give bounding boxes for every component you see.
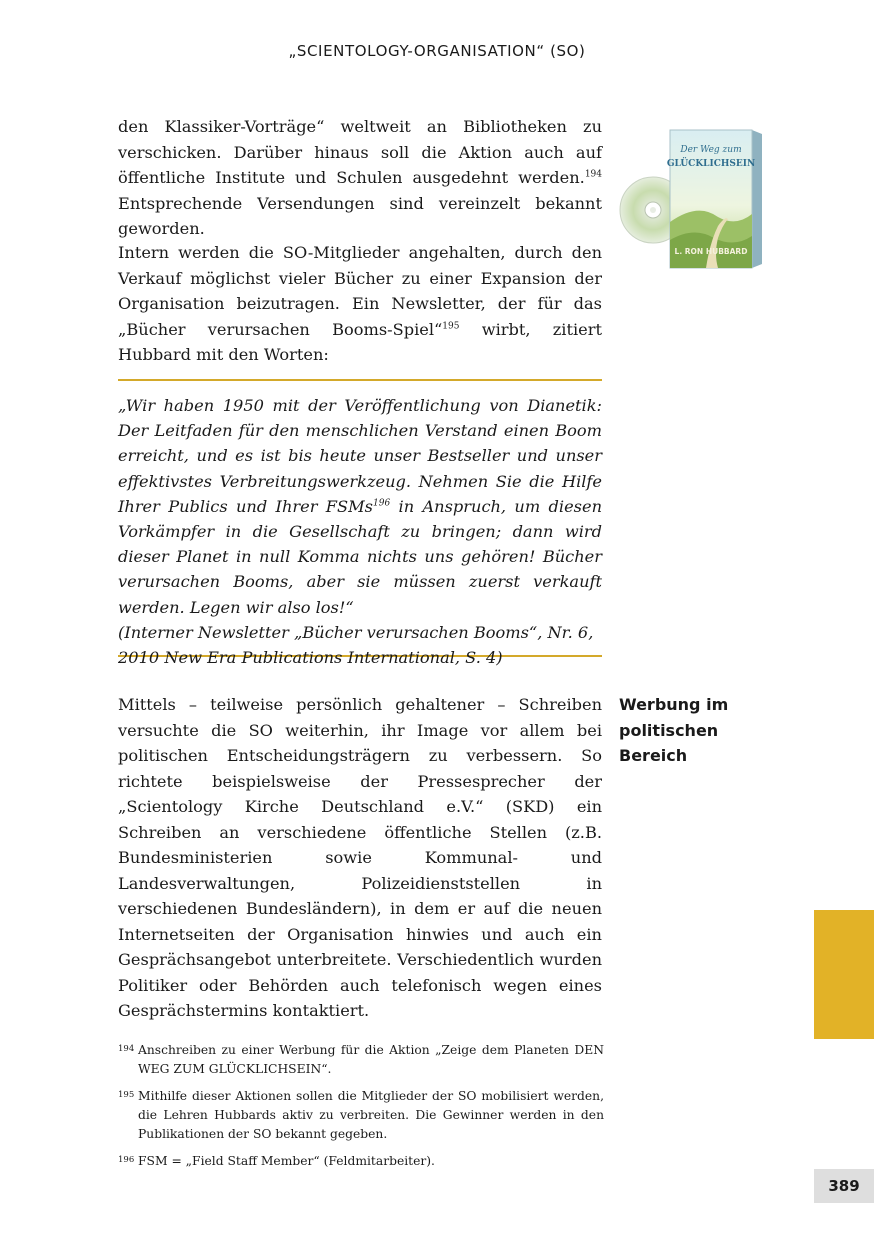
page-number: 389 xyxy=(814,1169,874,1203)
body-paragraph-1 xyxy=(118,114,602,242)
footnote-196 xyxy=(118,1152,604,1171)
footnote-text: Anschreiben zu einer Werbung für die Aktion „Zeige dem Planeten DEN WEG ZUM GLÜCKLICHSEIN“. xyxy=(138,1043,604,1076)
quote-body: „Wir haben 1950 mit der Veröffentlichung von Dianetik: Der Leitfaden für den menschlichen Verstand einen Boom erreicht, und es ist bis heute unser Bestseller und unser effektivstes Verbreitungswerkzeug. Nehmen Sie die Hilfe Ihrer Publics und Ihrer FSMs xyxy=(118,396,602,516)
cover-title-line2: GLÜCKLICHSEIN xyxy=(666,159,756,169)
footnote-195 xyxy=(118,1087,604,1144)
paragraph-text: Intern werden die SO-Mitglieder angehalten, durch den Verkauf möglichst vieler Bücher zu einer Expansion der Organisation beizutragen. Ein Newsletter, der für das „Bücher verursachen Booms-Spiel“ xyxy=(118,243,602,339)
paragraph-text: Mittels – teilweise persönlich gehaltener – Schreiben versuchte die SO weiterhin, ihr Image vor allem bei politischen Entscheidungsträgern zu verbessern. So richtete beispielsweise der Pressesprecher der „Scientology Kirche Deutschland e.V.“ (SKD) ein Schreiben an verschiedene öffentliche Stellen (z.B. Bundesministerien sowie Kommunal- und Landesverwaltungen, Polizeidienststellen in verschiedenen Bundesländern), in dem er auf die neuen Internetseiten der Organisation hinwies und auch ein Gesprächsangebot unterbreitete. Verschiedentlich wurden Politiker oder Behörden auch telefonisch wegen eines Gesprächstermins kontaktiert. xyxy=(118,695,602,1020)
book-dvd-product-image xyxy=(618,122,768,272)
footnote-number: 196 xyxy=(118,1155,135,1165)
footnote-reference[interactable]: 194 xyxy=(584,169,602,180)
paragraph-text: wirbt, zitiert Hubbard mit den Worten: xyxy=(118,319,602,364)
cover-title-line1: Der Weg zum xyxy=(680,145,742,155)
footnote-reference[interactable]: 195 xyxy=(442,321,460,332)
footnote-text: FSM = „Field Staff Member“ (Feldmitarbeiter). xyxy=(138,1154,435,1168)
paragraph-text: Entsprechende Versendungen sind vereinzelt bekannt geworden. xyxy=(118,193,602,238)
footnote-194 xyxy=(118,1041,604,1079)
footnote-reference[interactable]: 196 xyxy=(373,498,391,509)
quote-body: in Anspruch, um diesen Vorkämpfer in die Gesellschaft zu bringen; dann wird dieser Planet in null Komma nichts uns gehören! Bücher verursachen Booms, aber sie müssen zuerst verkauft werden. Legen wir also los!“ xyxy=(118,496,602,617)
footnote-text: Mithilfe dieser Aktionen sollen die Mitglieder der SO mobilisiert werden, die Lehren Hubbards aktiv zu verbreiten. Die Gewinner werden in den Publikationen der SO bekannt gegeben. xyxy=(138,1089,604,1141)
quote-box xyxy=(118,379,602,668)
cover-author: L. RON HUBBARD xyxy=(674,247,748,256)
margin-heading: Werbung im politischen Bereich xyxy=(619,695,729,765)
body-paragraph-3 xyxy=(118,692,602,1024)
chapter-thumb-tab xyxy=(814,910,874,1039)
footnote-number: 194 xyxy=(118,1044,135,1054)
quote-source: (Interner Newsletter „Bücher verursachen Booms“, Nr. 6, 2010 New Era Publications International, S. 4) xyxy=(118,622,594,668)
running-header: „SCIENTOLOGY-ORGANISATION“ (SO) xyxy=(288,42,586,60)
footnote-number: 195 xyxy=(118,1090,135,1100)
quote-text xyxy=(118,393,602,670)
footnotes xyxy=(118,1041,604,1179)
body-paragraph-2 xyxy=(118,240,602,368)
product-illustration xyxy=(618,122,768,272)
paragraph-text: den Klassiker-Vorträge“ weltweit an Bibliotheken zu verschicken. Darüber hinaus soll die Aktion auch auf öffentliche Institute und Schulen ausgedehnt werden. xyxy=(118,117,602,187)
